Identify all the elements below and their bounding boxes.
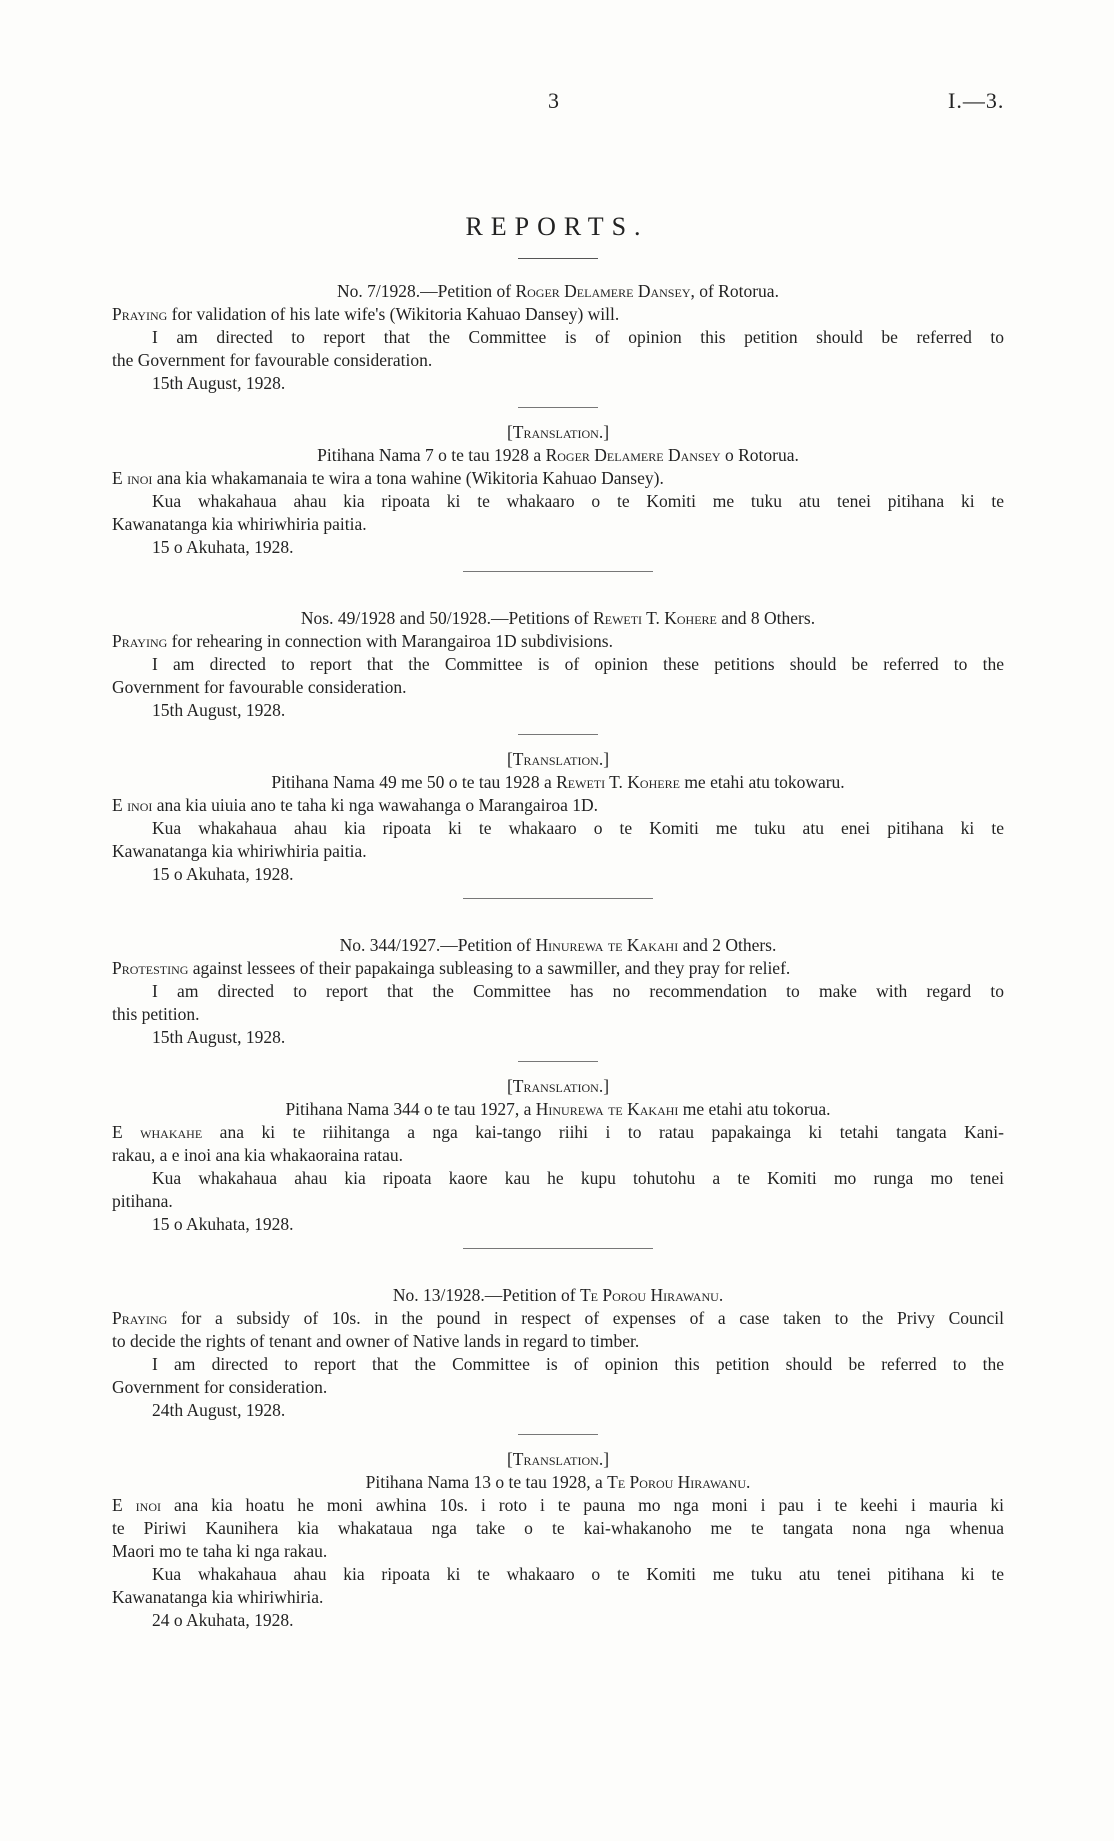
translation-heading: Pitihana Nama 13 o te tau 1928, a Te Porou Hirawanu. [365,1472,751,1492]
translation-report-cont: Kawanatanga kia whiriwhiria. [112,1587,324,1607]
petition-prayer: Protesting against lessees of their papakainga subleasing to a sawmiller, and they pray for relief. [112,958,791,978]
translation-heading: Pitihana Nama 344 o te tau 1927, a Hinurewa te Kakahi me etahi atu tokorua. [285,1099,831,1119]
page-number: 3 [548,88,559,113]
petition-divider [463,571,653,573]
translation-label: [Translation.] [506,1076,610,1096]
petition-report-cont: Government for favourable consideration. [112,677,407,697]
translation-date: 15 o Akuhata, 1928. [152,537,294,557]
petition-date: 24th August, 1928. [152,1400,286,1420]
petition-section [112,607,1004,886]
translation-prayer: E inoi ana kia hoatu he moni awhina 10s. i roto i te pauna mo nga moni i pau i te keehi i mauria ki [112,1495,1005,1515]
petition-section [112,280,1004,559]
section-rule [518,1434,598,1436]
petition-report-cont: Government for consideration. [112,1377,328,1397]
petition-heading: No. 7/1928.—Petition of Roger Delamere Dansey, of Rotorua. [337,281,779,301]
petition-report-cont: the Government for favourable consideration. [112,350,433,370]
petition-report: I am directed to report that the Committee is of opinion this petition should be referred to the [152,1354,1004,1374]
petition-prayer: Praying for rehearing in connection with Marangairoa 1D subdivisions. [112,631,613,651]
translation-report: Kua whakahaua ahau kia ripoata ki te whakaaro o te Komiti me tuku atu tenei pitihana ki te [152,1564,1004,1584]
translation-heading: Pitihana Nama 49 me 50 o te tau 1928 a Reweti T. Kohere me etahi atu tokowaru. [271,772,845,792]
translation-date: 15 o Akuhata, 1928. [152,864,294,884]
translation-date: 15 o Akuhata, 1928. [152,1214,294,1234]
petition-prayer: Praying for validation of his late wife's (Wikitoria Kahuao Dansey) will. [112,304,620,324]
petition-date: 15th August, 1928. [152,1027,286,1047]
translation-prayer: E inoi ana kia uiuia ano te taha ki nga wawahanga o Marangairoa 1D. [112,795,598,815]
petition-divider [463,898,653,900]
petition-prayer-cont: to decide the rights of tenant and owner of Native lands in regard to timber. [112,1331,640,1351]
translation-prayer: E whakahe ana ki te riihitanga a nga kai-tango riihi i to ratau papakainga ki tetahi tangata Kani- [112,1122,1004,1142]
document-reference: I.—3. [948,88,1005,113]
section-rule [518,734,598,736]
translation-report-cont: Kawanatanga kia whiriwhiria paitia. [112,841,367,861]
petition-heading: No. 344/1927.—Petition of Hinurewa te Kakahi and 2 Others. [339,935,777,955]
translation-label: [Translation.] [506,422,610,442]
section-rule [518,1061,598,1063]
petition-heading: Nos. 49/1928 and 50/1928.—Petitions of Reweti T. Kohere and 8 Others. [300,608,816,628]
translation-prayer-cont: rakau, a e inoi ana kia whakaoraina ratau. [112,1145,404,1165]
petition-section [112,934,1004,1236]
translation-report: Kua whakahaua ahau kia ripoata ki te whakaaro o te Komiti me tuku atu enei pitihana ki te [152,818,1004,838]
page-title: REPORTS. [465,212,649,241]
petition-report: I am directed to report that the Committee is of opinion this petition should be referred to [152,327,1004,347]
translation-prayer: E inoi ana kia whakamanaia te wira a tona wahine (Wikitoria Kahuao Dansey). [112,468,664,488]
translation-prayer-cont: Maori mo te taha ki nga rakau. [112,1541,328,1561]
translation-date: 24 o Akuhata, 1928. [152,1610,294,1630]
petition-section [112,1284,1004,1632]
translation-report-cont: pitihana. [112,1191,173,1211]
petition-date: 15th August, 1928. [152,373,286,393]
petition-heading: No. 13/1928.—Petition of Te Porou Hirawanu. [392,1285,724,1305]
translation-label: [Translation.] [506,1449,610,1469]
translation-label: [Translation.] [506,749,610,769]
translation-report: Kua whakahaua ahau kia ripoata ki te whakaaro o te Komiti me tuku atu tenei pitihana ki te [152,491,1004,511]
petition-prayer: Praying for a subsidy of 10s. in the pound in respect of expenses of a case taken to the Privy Council [112,1308,1004,1328]
petition-date: 15th August, 1928. [152,700,286,720]
title-rule [518,258,598,259]
reports-body [112,280,1004,1632]
translation-report-cont: Kawanatanga kia whiriwhiria paitia. [112,514,367,534]
translation-report: Kua whakahaua ahau kia ripoata kaore kau he kupu tohutohu a te Komiti mo runga mo tenei [152,1168,1004,1188]
translation-heading: Pitihana Nama 7 o te tau 1928 a Roger Delamere Dansey o Rotorua. [317,445,799,465]
petition-report: I am directed to report that the Committee is of opinion these petitions should be referred to the [152,654,1004,674]
petition-report-cont: this petition. [112,1004,200,1024]
petition-divider [463,1248,653,1250]
petition-report: I am directed to report that the Committee has no recommendation to make with regard to [152,981,1004,1001]
translation-prayer-cont: te Piriwi Kaunihera kia whakataua nga take o te kai-whakanoho me te tangata nona nga whenua [112,1518,1004,1538]
section-rule [518,407,598,409]
